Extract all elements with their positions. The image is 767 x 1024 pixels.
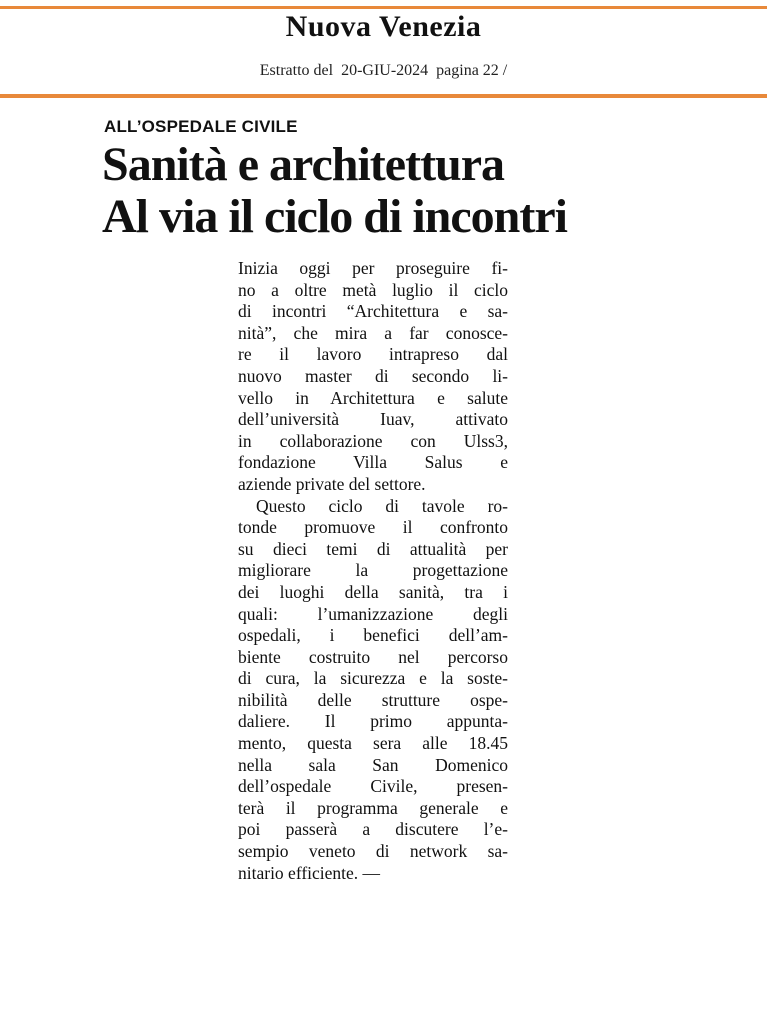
body-line: di incontri “Architettura e sa-: [238, 301, 508, 322]
body-line: vello in Architettura e salute: [238, 387, 508, 408]
body-line: dei luoghi della sanità, tra i: [238, 581, 508, 602]
body-line: biente costruito nel percorso: [238, 646, 508, 667]
body-line: in collaborazione con Ulss3,: [238, 430, 508, 451]
body-line: dell’università Iuav, attivato: [238, 409, 508, 430]
body-line: tonde promuove il confronto: [238, 517, 508, 538]
body-line: mento, questa sera alle 18.45: [238, 733, 508, 754]
body-line: fondazione Villa Salus e: [238, 452, 508, 473]
article-headline: [102, 139, 722, 243]
headline-line-2: Al via il ciclo di incontri: [102, 190, 567, 243]
extract-date: 20-GIU-2024: [341, 62, 429, 79]
body-line: su dieci temi di attualità per: [238, 538, 508, 559]
body-line: nitario efficiente. —: [238, 862, 381, 883]
body-line: nibilità delle strutture ospe-: [238, 689, 508, 710]
body-line: ospedali, i benefici dell’am-: [238, 625, 508, 646]
headline-line-1: Sanità e architettura: [102, 138, 505, 191]
publication-masthead: Nuova Venezia: [285, 10, 482, 43]
extract-info-line: [0, 62, 767, 80]
body-line: sempio veneto di network sa-: [238, 841, 508, 862]
article-kicker: ALL’OSPEDALE CIVILE: [104, 117, 298, 136]
body-line: di cura, la sicurezza e la soste-: [238, 668, 508, 689]
body-line: daliere. Il primo appunta-: [238, 711, 508, 732]
paragraph-2: [238, 496, 508, 885]
body-line: poi passerà a discutere l’e-: [238, 819, 508, 840]
body-line: Inizia oggi per proseguire fi-: [238, 258, 508, 278]
body-line: quali: l’umanizzazione degli: [238, 603, 508, 624]
top-orange-rule: [0, 6, 767, 9]
bottom-orange-rule: [0, 94, 767, 98]
body-line: nuovo master di secondo li-: [238, 365, 508, 386]
body-line: nità”, che mira a far conosce-: [238, 322, 508, 343]
body-line: Questo ciclo di tavole ro-: [256, 495, 508, 516]
body-line: migliorare la progettazione: [238, 560, 508, 581]
article-body: [238, 258, 508, 884]
body-line: terà il programma generale e: [238, 797, 508, 818]
body-line: re il lavoro intrapreso dal: [238, 344, 508, 365]
body-line: nella sala San Domenico: [238, 754, 508, 775]
body-line: aziende private del settore.: [238, 473, 426, 494]
page-number: pagina 22 /: [436, 62, 508, 79]
body-line: dell’ospedale Civile, presen-: [238, 776, 508, 797]
extract-label: Estratto del: [259, 62, 334, 79]
paragraph-1: [238, 258, 508, 496]
body-line: no a oltre metà luglio il ciclo: [238, 279, 508, 300]
